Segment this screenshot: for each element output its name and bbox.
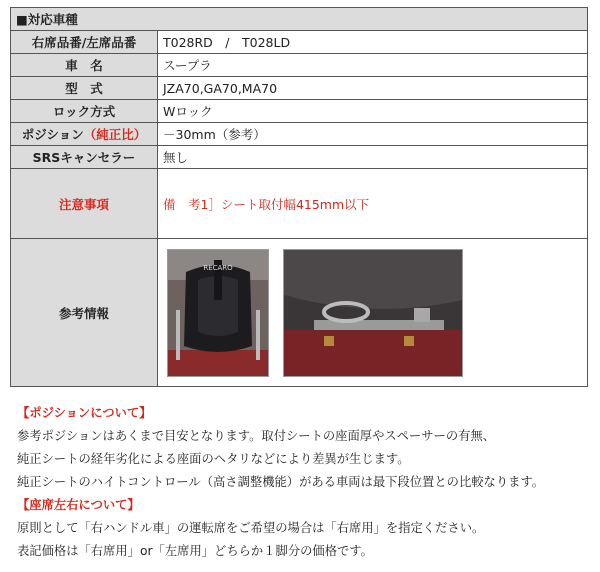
caution-value: 備 考1］シート取付幅415mm以下 <box>158 169 588 239</box>
car-name-value: スープラ <box>158 54 588 77</box>
model-value: JZA70,GA70,MA70 <box>158 77 588 100</box>
part-number-label: 右席品番/左席品番 <box>11 31 158 54</box>
notes-section <box>17 402 587 563</box>
car-name-label: 車 名 <box>11 54 158 77</box>
note-line: 原則として「右ハンドル車」の運転席をご希望の場合は「右席用」を指定ください。 <box>17 521 485 535</box>
reference-label: 参考情報 <box>11 239 158 387</box>
section-title: ■対応車種 <box>11 8 588 31</box>
seat-installed-photo <box>167 249 269 377</box>
note-line: 参考ポジションはあくまで目安となります。取付シートの座面厚やスペーサーの有無、 <box>17 429 496 443</box>
seat-rail-closeup-photo <box>283 249 463 377</box>
srs-label: SRSキャンセラー <box>11 146 158 169</box>
position-label-main: ポジション <box>21 127 84 142</box>
recaro-logo-text: RECARO <box>203 263 233 272</box>
srs-value: 無し <box>158 146 588 169</box>
reference-photos <box>158 239 588 387</box>
note-line: 表記価格は「右席用」or「左席用」どちらか１脚分の価格です。 <box>17 544 373 558</box>
seat-side-notes-heading: 【座席左右について】 <box>17 498 140 512</box>
note-line: 純正シートのハイトコントロール（高さ調整機能）がある車両は最下段位置との比較なります。 <box>17 475 545 489</box>
lock-type-value: Wロック <box>158 100 588 123</box>
position-notes-heading: 【ポジションについて】 <box>17 406 152 420</box>
caution-label: 注意事項 <box>11 169 158 239</box>
position-label-accent: （純正比） <box>83 127 147 142</box>
part-number-value: T028RD / T028LD <box>158 31 588 54</box>
model-label: 型 式 <box>11 77 158 100</box>
position-value: －30mm（参考） <box>158 123 588 146</box>
position-label <box>11 123 158 146</box>
compatibility-table <box>10 7 588 387</box>
lock-type-label: ロック方式 <box>11 100 158 123</box>
note-line: 純正シートの経年劣化による座面のヘタリなどにより差異が生じます。 <box>17 452 410 466</box>
